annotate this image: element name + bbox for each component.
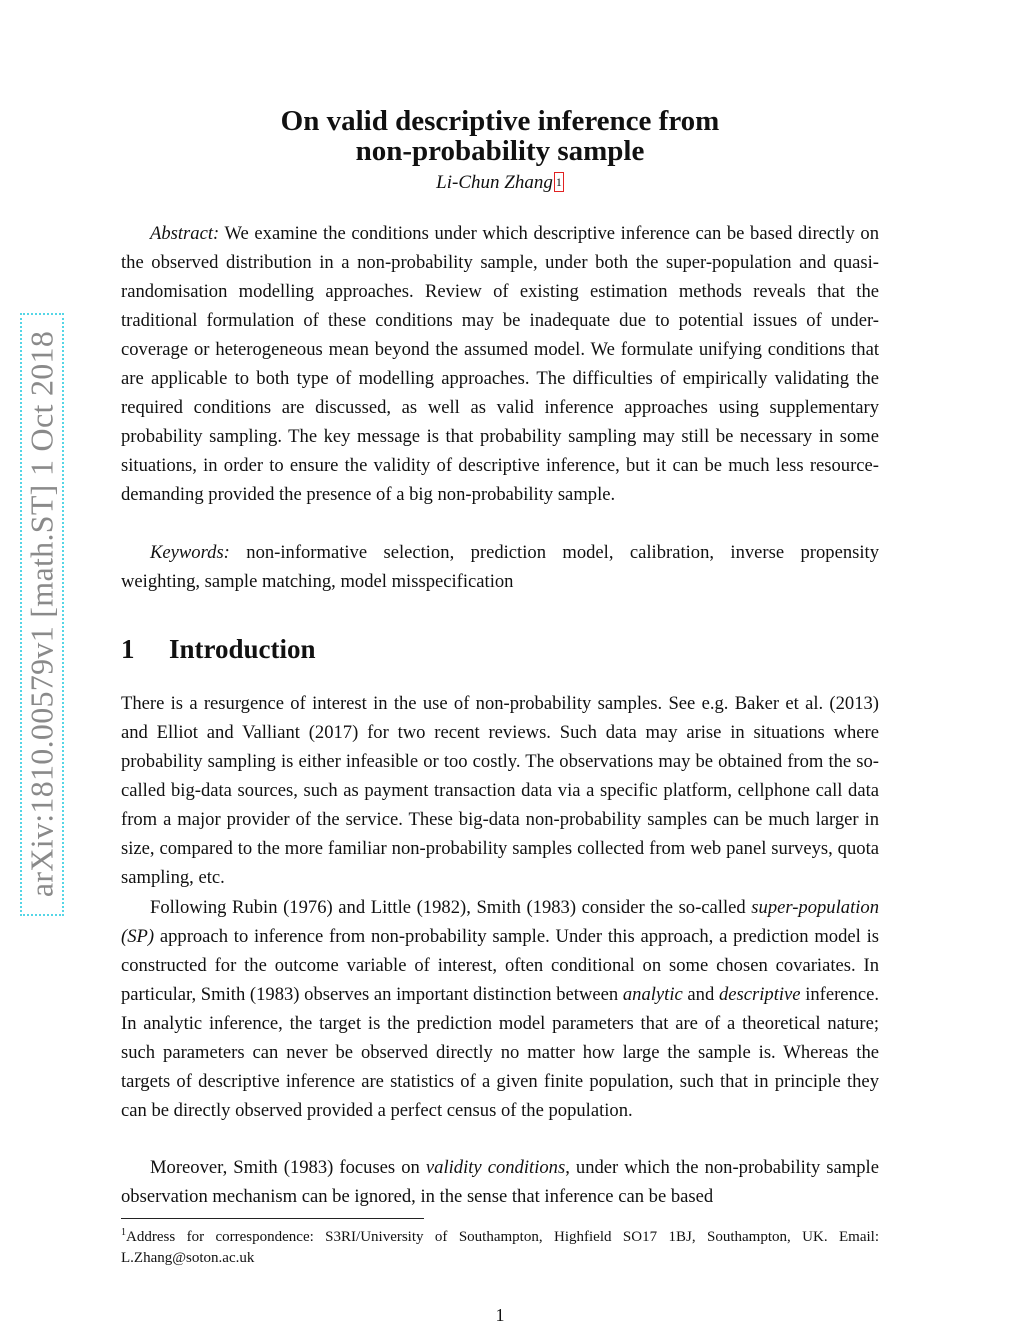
abstract-text: We examine the conditions under which descriptive inference can be based directly on the observed distribution in a non-probability sample, under both the super-population and quasi-randomisation modelling approaches. Review of existing estimation methods reveals that the traditional formulation of these conditions may be inadequate due to potential issues of under-coverage or heterogeneous mean beyond the assumed model. We formulate unifying conditions that are applicable to both type of modelling approaches. The difficulties of empirically validating the required conditions are discussed, as well as valid inference approaches using supplementary probability sampling. The key message is that probability sampling may still be necessary in some situations, in order to ensure the validity of descriptive inference, but it can be much less resource-demanding provided the presence of a big non-probability sample. [121,223,879,505]
paper-title-line-1: On valid descriptive inference from [280,105,720,137]
keywords-label: Keywords: [150,542,230,563]
emphasis-descriptive: descriptive [718,984,801,1005]
footnote-text: Address for correspondence: S3RI/University of Southampton, Highfield SO17 1BJ, Southampton, UK. Email: L.Zhang@soton.ac.uk [121,1229,879,1266]
keywords [121,538,879,596]
author-line [0,172,1000,194]
arxiv-stamp[interactable]: arXiv:1810.00579v1 [math.ST] 1 Oct 2018 [23,330,60,898]
author-footnote-link[interactable]: 1 [554,172,564,192]
page-number: 1 [495,1305,505,1325]
abstract-label: Abstract: [150,223,220,244]
text-run: , under which the non-probability sample observation mechanism can be ignored, in the sense that inference can be based [121,1157,879,1207]
text-run: Moreover, Smith (1983) focuses on [150,1157,426,1178]
section-number: 1 [121,634,135,664]
text-run: Following Rubin (1976) and Little (1982), Smith (1983) consider the so-called [150,897,752,918]
footnote [121,1222,879,1269]
footnote-divider [121,1218,424,1219]
abstract [121,219,879,509]
text-run: and [682,984,719,1005]
intro-paragraph-3 [121,1153,879,1211]
keywords-text: non-informative selection, prediction model, calibration, inverse propensity weighting, sample matching, model misspecification [121,542,879,592]
paper-title-line-2: non-probability sample [355,135,645,167]
section-heading [121,634,316,665]
section-title: Introduction [169,634,316,664]
emphasis-analytic: analytic [622,984,683,1005]
text-run: approach to inference from non-probability sample. Under this approach, a prediction model is constructed for the outcome variable of interest, often conditional on some chosen covariates. In particular, Smith (1983) observes an important distinction between [121,926,879,1005]
intro-paragraph-1: There is a resurgence of interest in the use of non-probability samples. See e.g. Baker et al. (2013) and Elliot and Valliant (2017) for two recent reviews. Such data may arise in situations where probability sampling is either infeasible or too costly. The observations may be obtained from the so-called big-data sources, such as payment transaction data via a specific platform, cellphone call data from a major provider of the service. These big-data non-probability samples can be much larger in size, compared to the more familiar non-probability samples collected from web panel surveys, quota sampling, etc. [121,693,879,888]
emphasis-validity-conditions: validity conditions [425,1157,566,1178]
footnote-mark: 1 [121,1227,126,1238]
intro-paragraph-2 [121,893,879,1125]
author-name: Li-Chun Zhang [436,172,553,193]
emphasis-super-population: super-population (SP) [121,897,879,947]
text-run: inference. In analytic inference, the target is the prediction model parameters that are of a theoretical nature; such parameters can never be observed directly no matter how large the sample is. Whereas the targets of descriptive inference are statistics of a given finite population, such that in principle they can be directly observed provided a perfect census of the population. [121,984,880,1121]
